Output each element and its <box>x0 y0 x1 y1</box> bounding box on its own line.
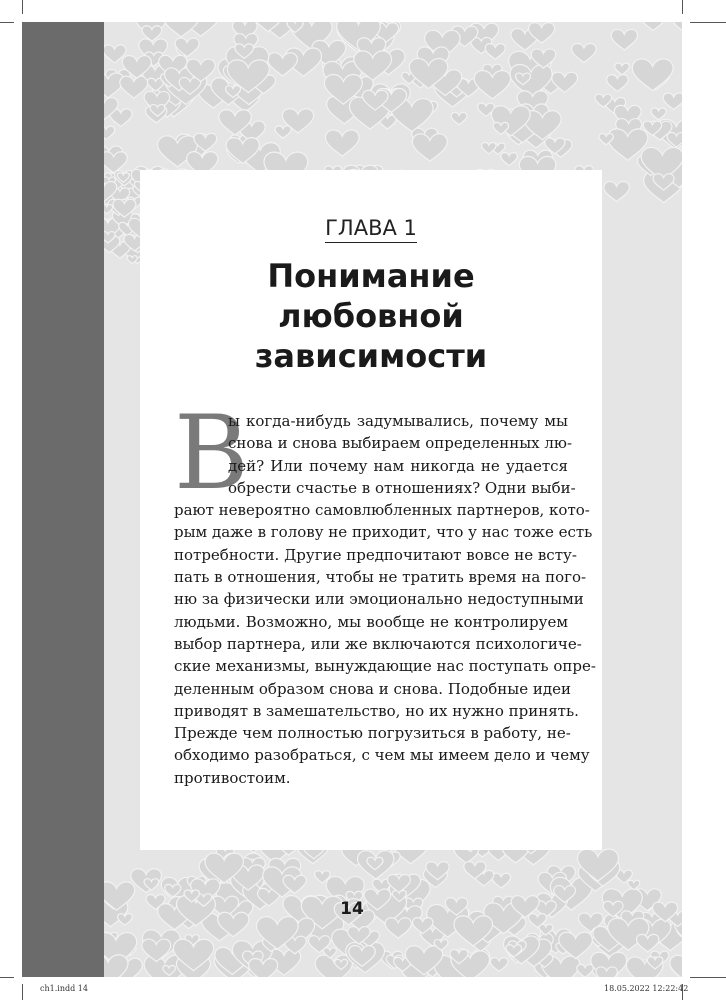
crop-mark <box>0 977 14 978</box>
text-line: рают невероятно самовлюбленных партнеров, кото- <box>174 501 590 520</box>
book-page <box>22 22 682 977</box>
chapter-title-line: Понимание <box>267 257 475 295</box>
text-line: ы когда-нибудь задумывались, почему мы <box>228 412 568 430</box>
heart-shape <box>325 130 359 156</box>
text-line: Прежде чем полностью погрузиться в работу, не- <box>174 724 571 743</box>
heart-shape <box>663 93 682 110</box>
heart-shape <box>104 126 115 139</box>
heart-shape <box>315 955 352 977</box>
drop-cap: В <box>174 394 249 513</box>
text-line: потребности. Другие предпочитают вовсе не всту- <box>174 545 577 564</box>
crop-mark <box>22 984 23 1000</box>
text-line: выбор партнера, или же включаются психологиче- <box>174 634 582 653</box>
heart-shape <box>501 153 518 166</box>
text-line: людьми. Возможно, мы вообще не контролируем <box>174 612 568 631</box>
slug-filename: ch1.indd 14 <box>40 984 88 993</box>
crop-mark <box>22 0 23 14</box>
chapter-title-line: любовной <box>278 297 464 335</box>
chapter-title <box>140 256 602 376</box>
crop-mark <box>682 0 683 14</box>
text-line: противостоим. <box>174 768 291 787</box>
chapter-title-line: зависимости <box>254 337 488 375</box>
chapter-panel <box>140 170 602 850</box>
text-line: обрести счастье в отношениях? Одни выби- <box>228 478 576 497</box>
heart-shape <box>120 76 148 98</box>
heart-shape <box>492 873 511 888</box>
heart-shape <box>268 53 298 76</box>
text-line: приводят в замешательство, но их нужно принять. <box>174 701 579 720</box>
body-text <box>174 410 596 789</box>
text-line: ню за физически или эмоционально недоступными <box>174 590 584 609</box>
heart-shape <box>451 112 467 124</box>
text-line: пать в отношения, чтобы не тратить время на пого- <box>174 568 587 587</box>
heart-shape <box>572 43 597 62</box>
heart-shape <box>607 75 629 92</box>
heart-shape <box>604 181 630 201</box>
heart-shape <box>651 108 666 120</box>
chapter-label: ГЛАВА 1 <box>140 216 602 240</box>
heart-shape <box>615 63 630 75</box>
heart-shape <box>641 22 665 31</box>
heart-shape <box>275 126 291 139</box>
heart-shape <box>628 880 640 889</box>
heart-shape <box>632 59 673 91</box>
heart-shape <box>482 142 497 153</box>
crop-mark <box>0 22 14 23</box>
heart-shape <box>670 955 682 977</box>
crop-mark <box>690 977 726 978</box>
text-line: деленным образом снова и снова. Подобные идеи <box>174 679 571 698</box>
page-number: 14 <box>340 899 364 919</box>
text-line: обходимо разобраться, с чем мы имеем дело и чему <box>174 746 590 765</box>
text-line: рым даже в голову не приходит, что у нас тоже есть <box>174 523 593 542</box>
text-line: снова и снова выбираем определенных лю- <box>228 434 573 453</box>
heart-shape <box>559 932 593 958</box>
text-line: дей? Или почему нам никогда не удается <box>228 456 568 475</box>
heart-shape <box>611 29 637 50</box>
heart-shape <box>490 958 508 972</box>
heart-shape <box>485 44 505 60</box>
heart-shape <box>175 38 199 57</box>
heart-shape <box>104 152 127 173</box>
heart-shape <box>577 965 593 977</box>
heart-shape <box>674 22 682 30</box>
heart-shape <box>104 205 113 214</box>
crop-mark <box>690 22 726 23</box>
text-line: ские механизмы, вынуждающие нас поступать опре- <box>174 657 596 676</box>
slug-timestamp: 18.05.2022 12:22:42 <box>604 984 689 993</box>
page-spine-bar <box>22 22 104 977</box>
